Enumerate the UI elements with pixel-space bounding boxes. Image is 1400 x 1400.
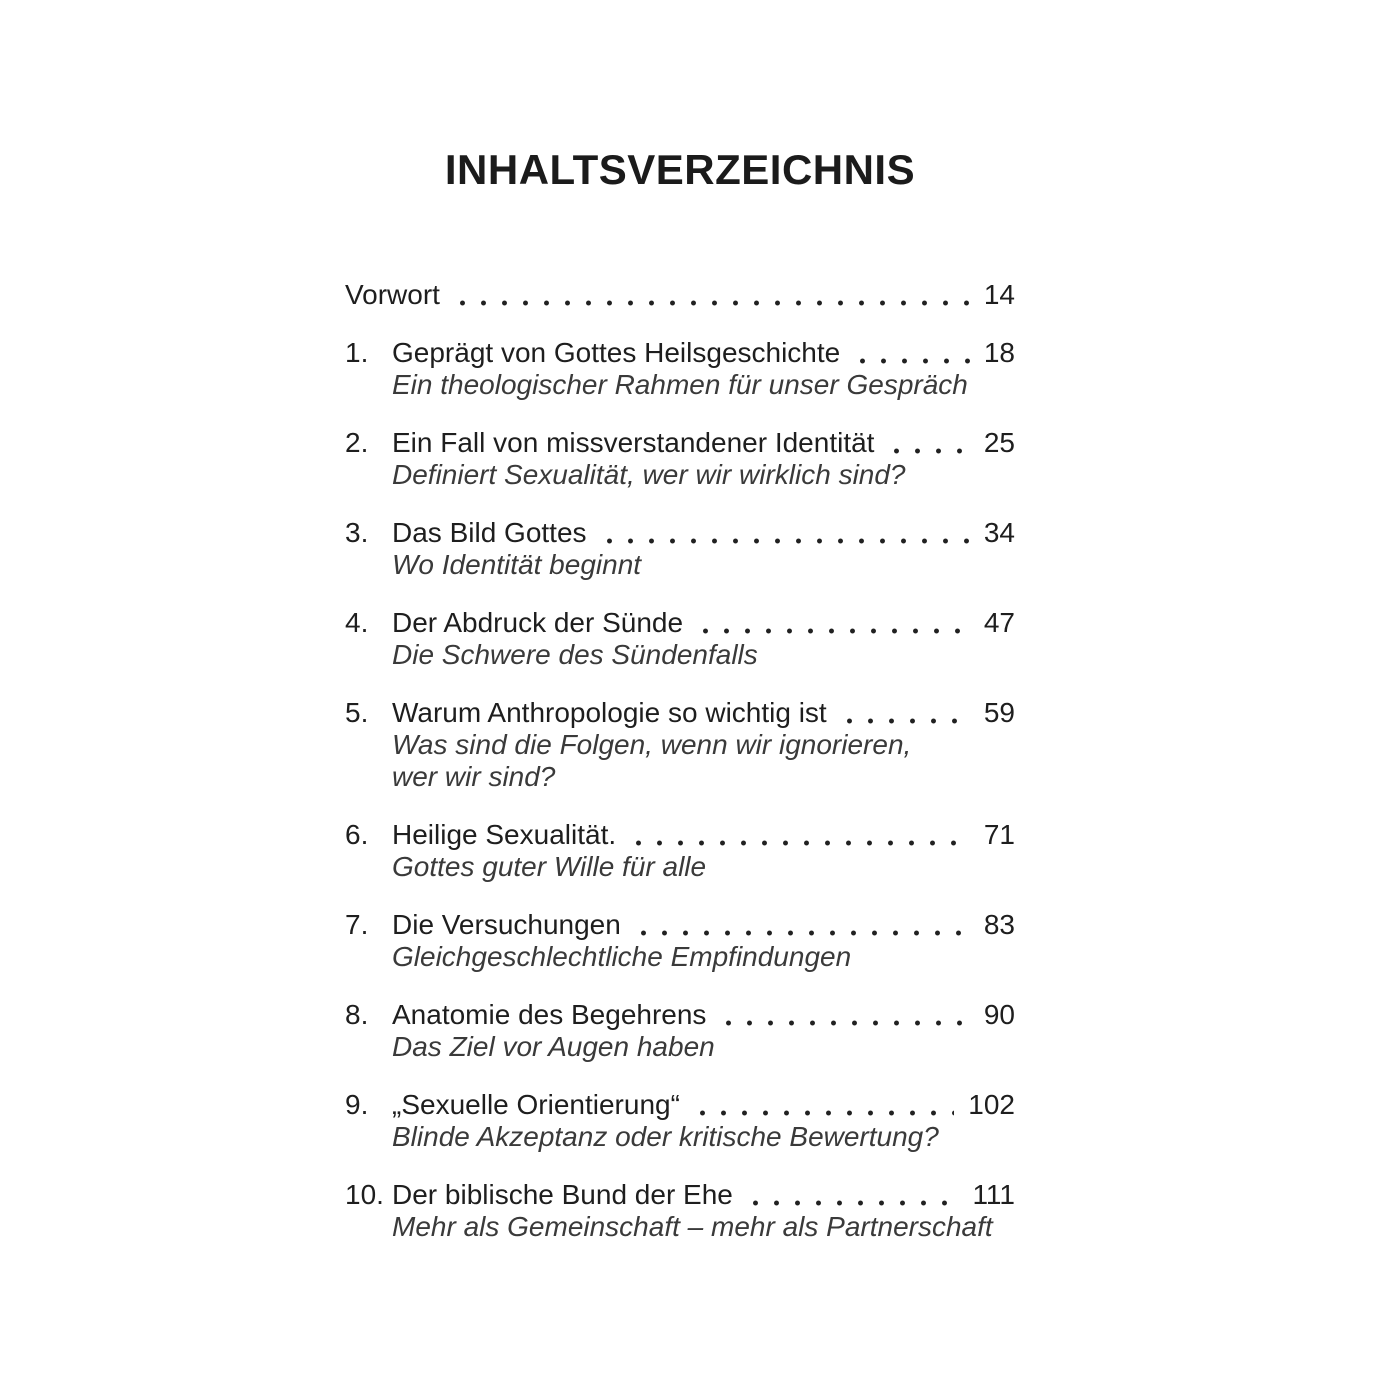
toc-entry bbox=[345, 999, 1015, 1063]
toc-entry-row bbox=[345, 909, 1015, 941]
toc-entry-title: Ein Fall von missverstandener Identität bbox=[392, 427, 875, 458]
toc-entry-title: Geprägt von Gottes Heilsgeschichte bbox=[392, 337, 841, 368]
toc-entry-title: Das Bild Gottes bbox=[392, 517, 587, 548]
dot-leader bbox=[692, 1089, 954, 1121]
toc-entry-row bbox=[345, 819, 1015, 851]
toc-list bbox=[345, 279, 1015, 1243]
dot-leader bbox=[633, 909, 970, 941]
toc-entry-number: 4. bbox=[345, 607, 369, 638]
toc-entry-title: „Sexuelle Orientierung“ bbox=[392, 1089, 680, 1120]
toc-subtitle-line: wer wir sind? bbox=[392, 761, 556, 792]
toc-entry-title: Anatomie des Begehrens bbox=[392, 999, 707, 1030]
toc-entry-subtitle bbox=[345, 1211, 1015, 1243]
toc-entry-subtitle bbox=[345, 459, 1015, 491]
toc-entry-row bbox=[345, 999, 1015, 1031]
toc-entry bbox=[345, 1179, 1015, 1243]
toc-entry-row bbox=[345, 697, 1015, 729]
toc-entry-row bbox=[345, 517, 1015, 549]
toc-entry bbox=[345, 427, 1015, 491]
toc-entry bbox=[345, 1089, 1015, 1153]
toc-entry-title: Vorwort bbox=[345, 279, 440, 310]
toc-entry-title: Der Abdruck der Sünde bbox=[392, 607, 684, 638]
toc-entry-page: 111 bbox=[972, 1179, 1015, 1210]
toc-entry-page: 34 bbox=[983, 517, 1015, 548]
toc-entry-title: Der biblische Bund der Ehe bbox=[392, 1179, 733, 1210]
toc-entry-subtitle bbox=[345, 1121, 1015, 1153]
toc-subtitle-line: Definiert Sexualität, wer wir wirklich sind? bbox=[392, 459, 906, 490]
toc-entry-page: 18 bbox=[983, 337, 1015, 368]
toc-entry-title: Warum Anthropologie so wichtig ist bbox=[392, 697, 827, 728]
toc-entry-page: 47 bbox=[983, 607, 1015, 638]
toc-subtitle-line: Mehr als Gemeinschaft – mehr als Partnerschaft bbox=[392, 1211, 993, 1242]
dot-leader bbox=[628, 819, 970, 851]
toc-entry-number: 5. bbox=[345, 697, 369, 728]
toc-entry bbox=[345, 279, 1015, 311]
toc-entry-row bbox=[345, 607, 1015, 639]
toc-entry-number: 9. bbox=[345, 1089, 369, 1120]
toc-entry-title: Die Versuchungen bbox=[392, 909, 621, 940]
toc-entry-page: 102 bbox=[968, 1089, 1015, 1120]
toc-entry-subtitle bbox=[345, 549, 1015, 581]
dot-leader bbox=[452, 279, 970, 311]
toc-entry-page: 83 bbox=[983, 909, 1015, 940]
toc-entry-number: 8. bbox=[345, 999, 369, 1030]
dot-leader bbox=[718, 999, 969, 1031]
toc-subtitle-line: Wo Identität beginnt bbox=[392, 549, 642, 580]
toc-entry-page: 71 bbox=[983, 819, 1015, 850]
toc-subtitle-line: Gottes guter Wille für alle bbox=[392, 851, 707, 882]
dot-leader bbox=[745, 1179, 959, 1211]
toc-entry-row bbox=[345, 427, 1015, 459]
toc-entry-row bbox=[345, 279, 1015, 311]
dot-leader bbox=[599, 517, 970, 549]
toc-subtitle-line: Ein theologischer Rahmen für unser Gespräch bbox=[392, 369, 968, 400]
dot-leader bbox=[852, 337, 970, 369]
toc-entry-subtitle bbox=[345, 639, 1015, 671]
toc-entry-subtitle bbox=[345, 1031, 1015, 1063]
toc-entry bbox=[345, 697, 1015, 793]
toc-entry-number: 10. bbox=[345, 1179, 384, 1210]
toc-entry-number: 1. bbox=[345, 337, 369, 368]
dot-leader bbox=[839, 697, 970, 729]
dot-leader bbox=[695, 607, 970, 639]
toc-entry bbox=[345, 909, 1015, 973]
toc-entry-row bbox=[345, 1089, 1015, 1121]
toc-entry-page: 14 bbox=[983, 279, 1015, 310]
toc-entry bbox=[345, 607, 1015, 671]
toc-entry-title: Heilige Sexualität. bbox=[392, 819, 617, 850]
toc-entry-page: 25 bbox=[983, 427, 1015, 458]
dot-leader bbox=[886, 427, 969, 459]
toc-subtitle-line: Was sind die Folgen, wenn wir ignorieren, bbox=[392, 729, 912, 760]
toc-subtitle-line: Das Ziel vor Augen haben bbox=[392, 1031, 715, 1062]
toc-entry-page: 90 bbox=[983, 999, 1015, 1030]
toc-entry-subtitle bbox=[345, 729, 1015, 793]
toc-entry-page: 59 bbox=[983, 697, 1015, 728]
page-title: INHALTSVERZEICHNIS bbox=[444, 146, 916, 193]
toc-entry bbox=[345, 517, 1015, 581]
toc-entry-number: 6. bbox=[345, 819, 369, 850]
toc-entry-row bbox=[345, 337, 1015, 369]
toc-entry-number: 3. bbox=[345, 517, 369, 548]
toc-page bbox=[345, 147, 1015, 1269]
toc-subtitle-line: Blinde Akzeptanz oder kritische Bewertung? bbox=[392, 1121, 939, 1152]
toc-entry-row bbox=[345, 1179, 1015, 1211]
toc-subtitle-line: Gleichgeschlechtliche Empfindungen bbox=[392, 941, 852, 972]
toc-entry-number: 7. bbox=[345, 909, 369, 940]
toc-entry-subtitle bbox=[345, 941, 1015, 973]
toc-entry bbox=[345, 337, 1015, 401]
toc-entry-number: 2. bbox=[345, 427, 369, 458]
toc-entry-subtitle bbox=[345, 851, 1015, 883]
toc-entry bbox=[345, 819, 1015, 883]
toc-entry-subtitle bbox=[345, 369, 1015, 401]
toc-subtitle-line: Die Schwere des Sündenfalls bbox=[392, 639, 758, 670]
